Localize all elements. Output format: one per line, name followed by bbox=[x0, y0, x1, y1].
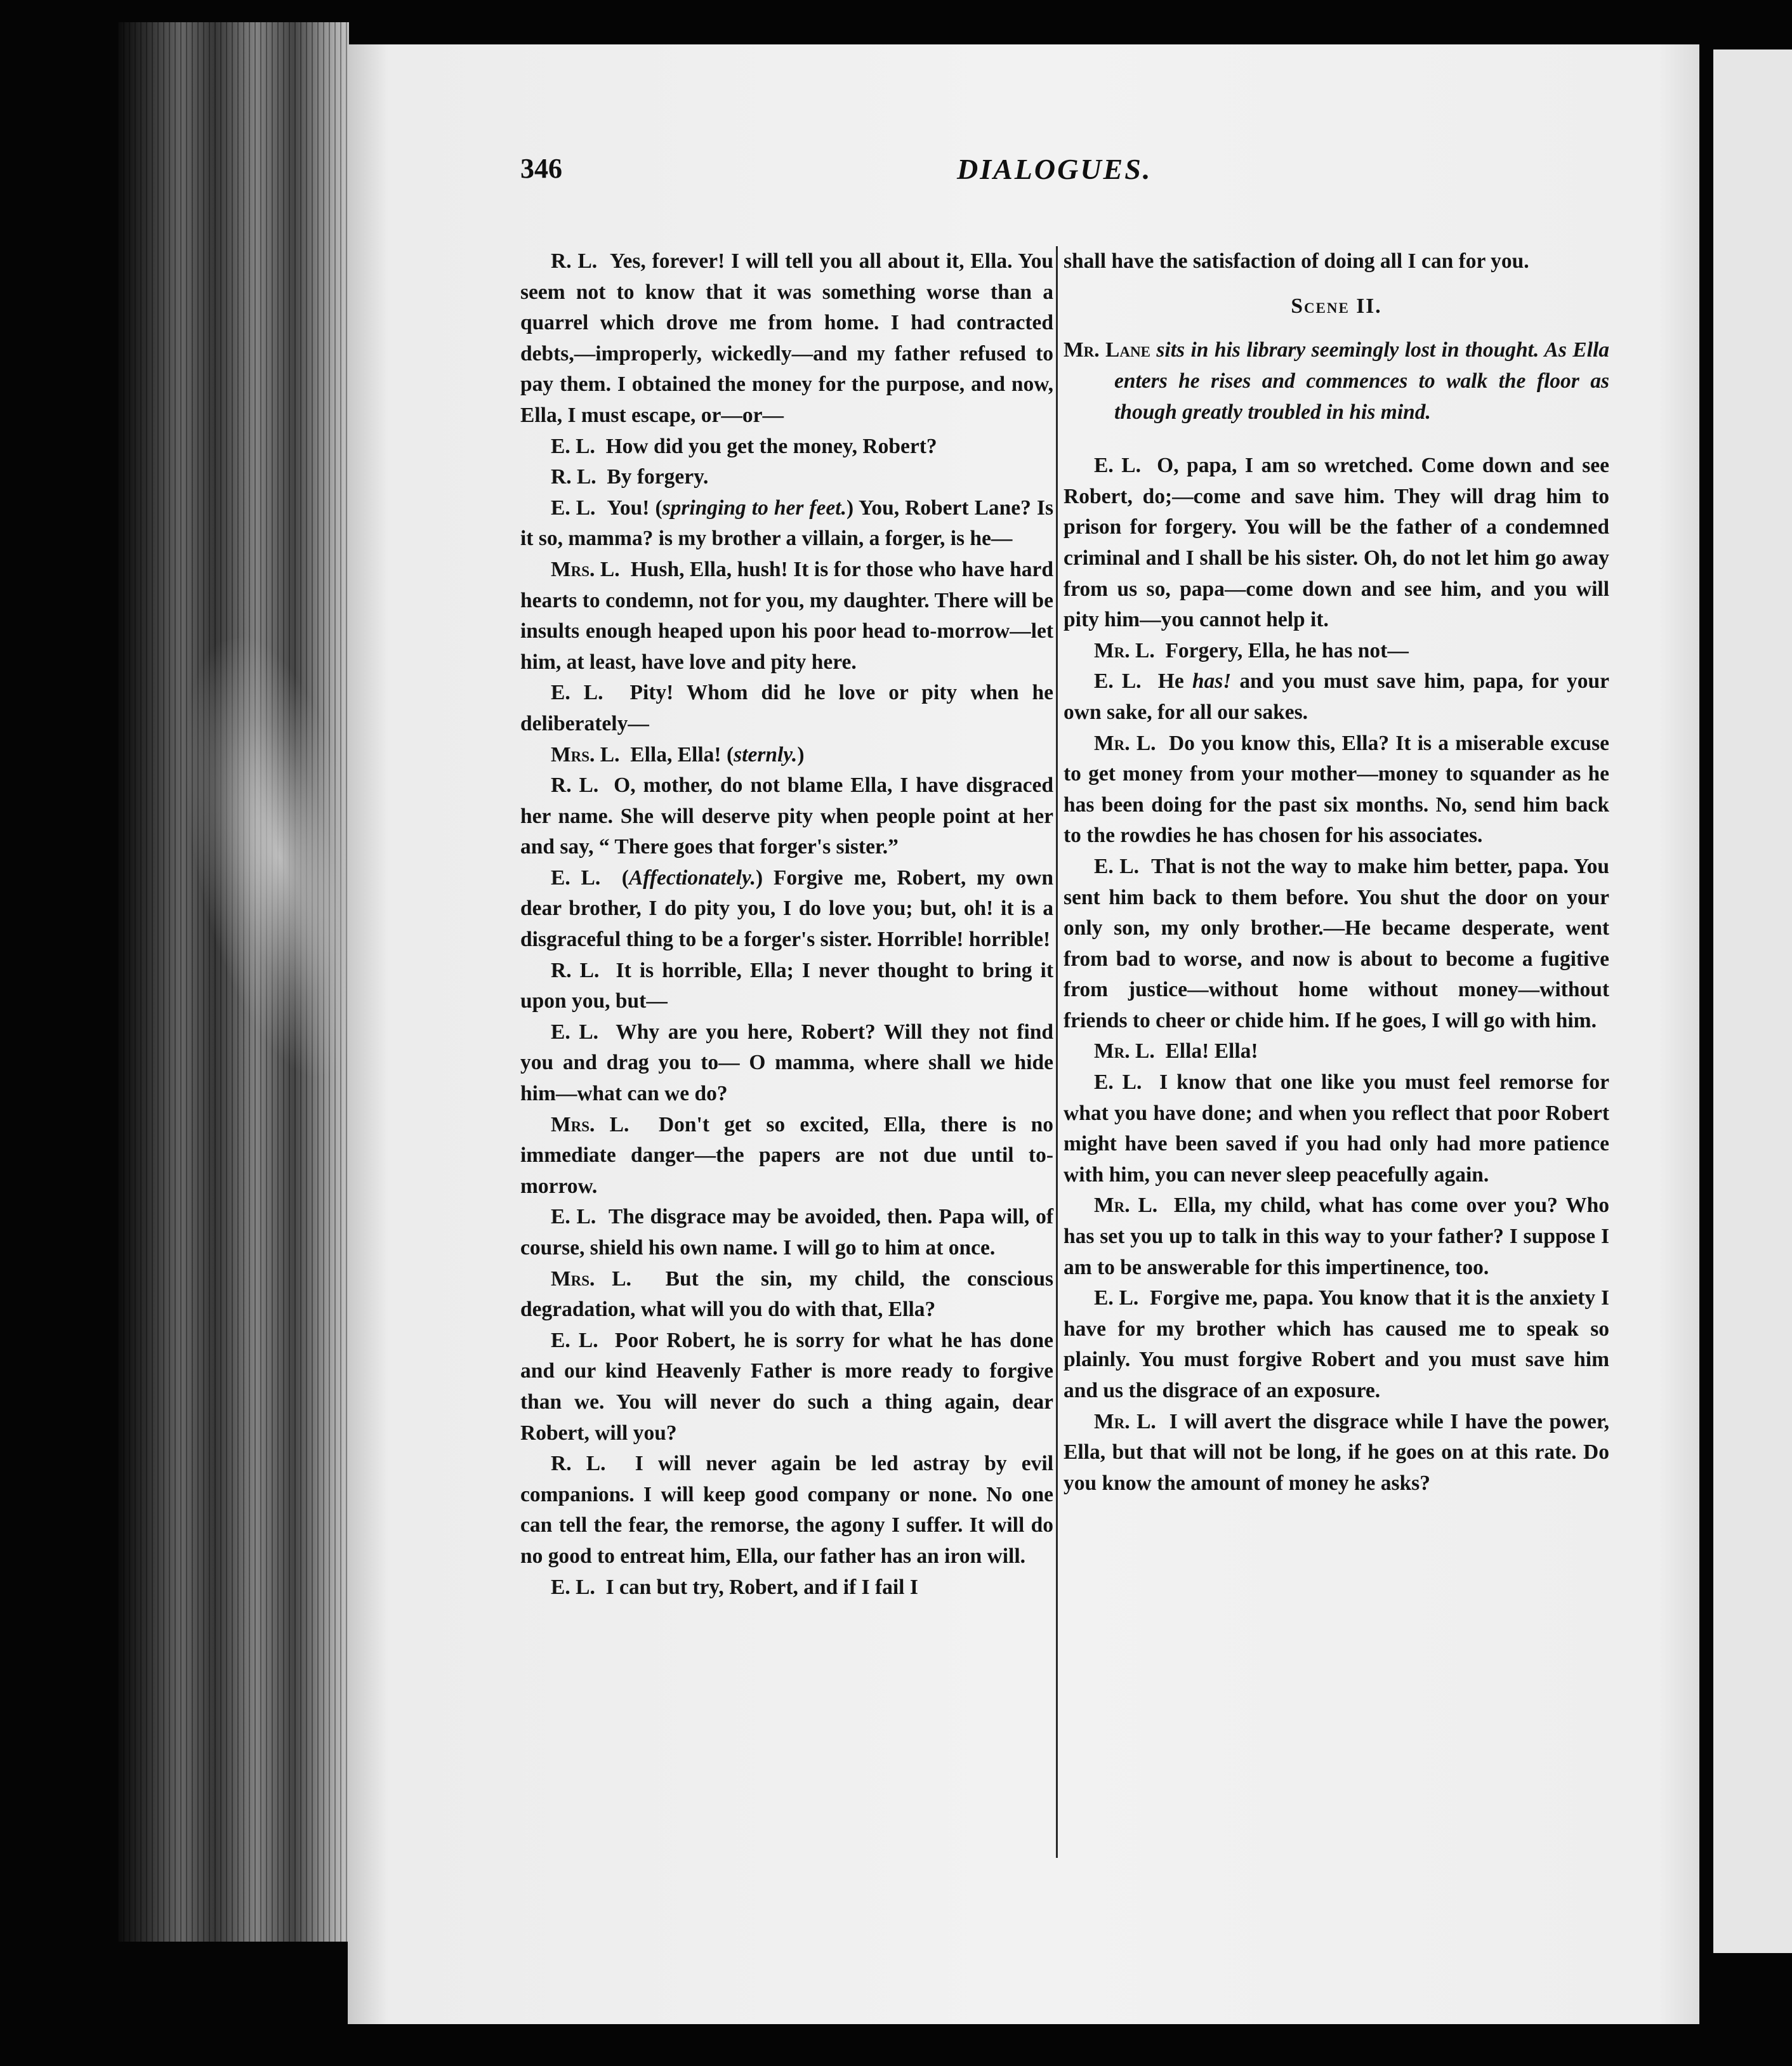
speech-text: Don't get so excited, Ella, there is no immediate danger—the papers are not due until to-morrow. bbox=[520, 1112, 1053, 1198]
stage-note: Affectionately. bbox=[628, 865, 756, 890]
left-column bbox=[520, 246, 1053, 1603]
speech bbox=[520, 1264, 1053, 1326]
speech bbox=[1064, 728, 1609, 852]
speech-text: He bbox=[1157, 669, 1192, 694]
speech-text: I can but try, Robert, and if I fail I bbox=[605, 1575, 918, 1599]
book-page bbox=[348, 44, 1699, 2024]
column-rule bbox=[1056, 246, 1058, 1858]
speech-text: Yes, forever! I will tell you all about it, Ella. You seem not to know that it was something worse than a quarrel which drove me from home. I had contracted debts,—improperly, wickedly—and my father refused to pay them. I obtained the money for the purpose, and now, Ella, I must escape, or—or— bbox=[520, 249, 1054, 427]
speech-text: Forgive me, papa. You know that it is the anxiety I have for my brother which has caused me to speak so plainly. You must forgive Robert and you must save him and us the disgrace of an exposure. bbox=[1064, 1286, 1609, 1402]
speaker: E. L. bbox=[551, 434, 595, 458]
speech-text: O, mother, do not blame Ella, I have disgraced her name. She will deserve pity when people point at her and say, “ There goes that forger's sister.” bbox=[520, 773, 1053, 859]
speaker: E. L. bbox=[551, 496, 596, 520]
emphasis: has! bbox=[1192, 669, 1232, 694]
speech bbox=[1064, 1283, 1609, 1406]
speaker: E. L. bbox=[1094, 454, 1142, 478]
speaker: Mr. L. bbox=[1094, 1039, 1155, 1063]
speech-text: Pity! Whom did he love or pity when he deliberately— bbox=[520, 681, 1053, 735]
facing-page-edge bbox=[1713, 49, 1792, 1953]
speech-text: I will never again be led astray by evil companions. I will keep good company or none. No one can tell the fear, the remorse, the agony I suffer. It will do no good to entreat him, Ella, our father has an iron will. bbox=[520, 1452, 1053, 1568]
speaker: R. L. bbox=[551, 1452, 606, 1476]
speaker: E. L. bbox=[551, 681, 603, 705]
speech-text: ( bbox=[621, 865, 629, 890]
speech-text: O, papa, I am so wretched. Come down and see Robert, do;—come and save him. They will drag him to prison for forgery. You will be the father of a condemned criminal and I shall be his sister. Oh, do not let him go away from us so, papa—come down and see him, and you will pity him—you cannot help it. bbox=[1064, 454, 1609, 632]
speech bbox=[520, 740, 1053, 771]
speaker: Mrs. L. bbox=[551, 742, 620, 767]
speech-text: ) bbox=[797, 742, 805, 767]
speaker: R. L. bbox=[551, 465, 596, 489]
speaker: Mr. L. bbox=[1094, 638, 1155, 662]
speech-text: ) You, Robert Lane? Is it so, mamma? is my brother a villain, a forger, is he— bbox=[520, 496, 1053, 551]
speech-text: Ella, Ella! ( bbox=[630, 742, 734, 767]
speech-text: That is not the way to make him better, papa. You sent him back to them before. You shut the door on your only son, my only brother.—He became desperate, went from bad to worse, and now is about to become a fugitive from justice—without home without money—without friends to cheer or chide him. If he goes, I will go with him. bbox=[1064, 854, 1610, 1032]
speech bbox=[520, 770, 1053, 863]
speech-text: Forgery, Ella, he has not— bbox=[1165, 638, 1409, 662]
speaker: Mrs. L. bbox=[551, 1267, 631, 1291]
speech-text: The disgrace may be avoided, then. Papa will, of course, shield his own name. I will go to him at once. bbox=[520, 1205, 1053, 1260]
speech bbox=[520, 678, 1053, 739]
speech-text: ) Forgive me, Robert, my own dear brother, I do pity you, I do love you; but, oh! it is a disgraceful thing to be a forger's sister. Horrible! horrible! bbox=[520, 865, 1053, 952]
speech-text: and you must save him, papa, for your own sake, for all our sakes. bbox=[1064, 669, 1610, 724]
speech-text: By forgery. bbox=[607, 465, 709, 489]
speech-text: Hush, Ella, hush! It is for those who have hard hearts to condemn, not for you, my daughter. There will be insults enough heaped upon his poor head to-morrow—let him, at least, have love and pity here. bbox=[520, 557, 1053, 674]
speech bbox=[1064, 1190, 1609, 1283]
speech-text: Poor Robert, he is sorry for what he has done and our kind Heavenly Father is more ready to forgive than we. You will never do such a thing again, dear Robert, will you? bbox=[520, 1328, 1053, 1445]
speaker: Mr. L. bbox=[1094, 731, 1156, 755]
speech-text: You! ( bbox=[607, 496, 662, 520]
speaker: E. L. bbox=[551, 865, 601, 890]
continued-speech: shall have the satisfaction of doing all I can for you. bbox=[1064, 249, 1529, 273]
speech bbox=[520, 246, 1053, 431]
stage-note: sternly. bbox=[734, 742, 798, 767]
speech bbox=[1064, 1407, 1609, 1499]
speaker: E. L. bbox=[1094, 1286, 1139, 1310]
speech bbox=[1064, 852, 1609, 1037]
speech bbox=[1064, 636, 1609, 667]
speech bbox=[520, 956, 1053, 1017]
speaker: E. L. bbox=[551, 1328, 598, 1352]
speaker: R. L. bbox=[551, 958, 600, 982]
speech bbox=[520, 431, 1053, 463]
speaker: E. L. bbox=[1094, 1070, 1142, 1095]
speech-text: Ella, my child, what has come over you? Who has set you up to talk in this way to your father? I suppose I am to be answerable for this impertinence, too. bbox=[1064, 1194, 1609, 1279]
speech bbox=[520, 1326, 1053, 1449]
speech bbox=[1064, 666, 1609, 728]
speaker: R. L. bbox=[551, 249, 598, 273]
speaker: Mr. L. bbox=[1094, 1409, 1156, 1433]
scene-heading: Scene II. bbox=[1291, 294, 1382, 318]
speaker: Mrs. L. bbox=[551, 1112, 629, 1136]
speech bbox=[1064, 1067, 1609, 1190]
speech-text: It is horrible, Ella; I never thought to bring it upon you, but— bbox=[520, 958, 1053, 1013]
running-head: DIALOGUES. bbox=[957, 153, 1152, 185]
speaker: E. L. bbox=[551, 1575, 595, 1599]
speaker: E. L. bbox=[551, 1205, 596, 1229]
speaker: R. L. bbox=[551, 773, 599, 798]
speech bbox=[520, 462, 1053, 493]
speech bbox=[1064, 1036, 1609, 1067]
speech bbox=[520, 493, 1053, 555]
speech bbox=[1064, 451, 1609, 636]
stage-direction bbox=[1064, 334, 1609, 428]
right-column bbox=[1064, 246, 1609, 1499]
speaker: E. L. bbox=[1094, 854, 1139, 878]
stage-direction-name: Mr. Lane bbox=[1064, 338, 1150, 362]
speech bbox=[520, 1572, 1053, 1603]
speaker: Mrs. L. bbox=[551, 557, 620, 581]
speech bbox=[520, 1449, 1053, 1572]
speech bbox=[520, 1110, 1053, 1202]
speech-text: How did you get the money, Robert? bbox=[605, 434, 937, 458]
stage-direction-text: sits in his library seemingly lost in thought. As Ella enters he rises and commences to walk the floor as though greatly troubled in his mind. bbox=[1114, 338, 1610, 424]
page-number: 346 bbox=[520, 153, 562, 184]
speech-text: Do you know this, Ella? It is a miserable excuse to get money from your mother—money to squander as he has been doing for the past six months. No, send him back to the rowdies he has chosen for his associates. bbox=[1064, 731, 1610, 848]
speaker: E. L. bbox=[551, 1020, 599, 1044]
speech-text: I know that one like you must feel remorse for what you have done; and when you reflect that poor Robert might have been saved if you had only had more patience with him, you can never sleep peacefully again. bbox=[1064, 1070, 1609, 1187]
speech bbox=[520, 863, 1053, 956]
speech-text: Why are you here, Robert? Will they not find you and drag you to— O mamma, where shall we hide him—what can we do? bbox=[520, 1020, 1054, 1106]
speech bbox=[520, 1017, 1053, 1110]
speech-text: I will avert the disgrace while I have the power, Ella, but that will not be long, if he goes on at this rate. Do you know the amount of money he asks? bbox=[1064, 1409, 1609, 1495]
speech-text: Ella! Ella! bbox=[1165, 1039, 1258, 1063]
speech-text: But the sin, my child, the conscious degradation, what will you do with that, Ella? bbox=[520, 1267, 1054, 1322]
stage-note: springing to her feet. bbox=[662, 496, 847, 520]
speech bbox=[520, 555, 1053, 678]
speech bbox=[520, 1202, 1053, 1263]
speaker: E. L. bbox=[1094, 669, 1142, 694]
speaker: Mr. L. bbox=[1094, 1194, 1158, 1218]
